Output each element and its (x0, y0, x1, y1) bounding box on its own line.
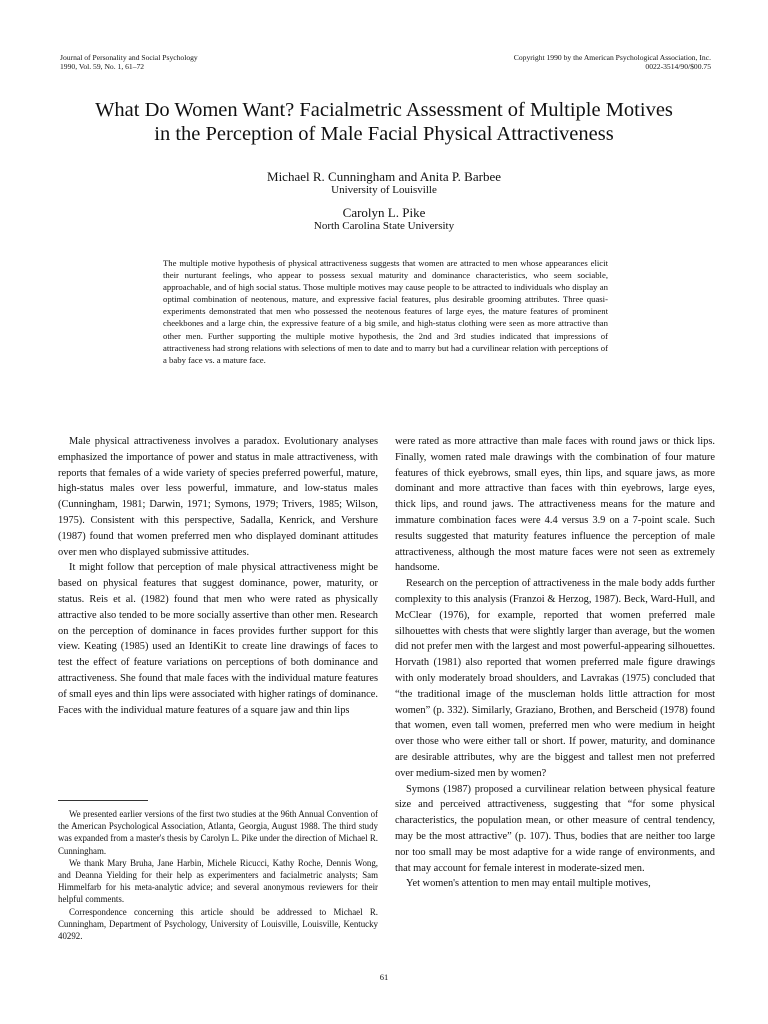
author-names-2: Carolyn L. Pike (342, 205, 426, 220)
title-line-1: What Do Women Want? Facialmetric Assessment of Multiple Motives (95, 99, 673, 121)
issn-code: 0022-3514/90/$00.75 (645, 62, 711, 71)
body-paragraph: Male physical attractiveness involves a paradox. Evolutionary analyses emphasized the importance of power and status in male attractiveness, with reports that females of a wide variety of species preferred powerful, mature, high-status males over less powerful, immature, and low-status males (Cunningham, 1981; Darwin, 1971; Symons, 1979; Trivers, 1985; Wilson, 1975). Consistent with this perspective, Sadalla, Kenrick, and Vershure (1987) found that women preferred men who displayed dominant attitudes over men who displayed submissive attitudes. (58, 436, 378, 558)
journal-volume: 1990, Vol. 59, No. 1, 61–72 (60, 62, 145, 71)
body-paragraph: Yet women's attention to men may entail multiple motives, (406, 878, 651, 890)
left-column (58, 434, 378, 718)
abstract: The multiple motive hypothesis of physical attractiveness suggests that women are attracted to men whose appearances elicit their nurturant feelings, who appear to possess sexual maturity and dominance characteristics, who seem sociable, approachable, and of high social status. Those multiple motives may cause people to be attracted to individuals who display an optimal combination of neotenous, mature, and expressive facial features, plus desirable grooming attributes. Three quasi-experiments demonstrated that men who possessed the neotenous features of large eyes, the mature features of prominent cheekbones and a large chin, the expressive feature of a big smile, and high-status clothing were seen as more attractive than other men. Further supporting the multiple motive hypothesis, the 2nd and 3rd studies indicated that impressions of attractiveness had strong relations with selections of men to date and to marry but had a curvilinear relation with perceptions of a baby face vs. a mature face. (163, 258, 608, 365)
footnote-divider (58, 800, 148, 801)
affiliation-2: North Carolina State University (313, 220, 455, 232)
author-names-1: Michael R. Cunningham and Anita P. Barbee (267, 169, 501, 184)
copyright-notice (514, 53, 711, 71)
body-paragraph: were rated as more attractive than male faces with round jaws or thick lips. Finally, women rated male drawings with the combination of four mature features of thick eyebrows, small eyes, thin lips, and square jaws, as more dominant and more attractive than faces with thin eyebrows, large eyes, thick lips, and round jaws. The attractiveness means for the mature and immature combination faces were 4.4 versus 3.9 on a 7-point scale. Such results suggested that maturity features influence the perception of male attractiveness, although the most mature faces were not seen as extremely handsome. (395, 436, 715, 574)
footnote: We thank Mary Bruha, Jane Harbin, Michele Ricucci, Kathy Roche, Dennis Wong, and Deanna Yielding for their help as experimenters and facialmetric analysts; Sam Himmelfarb for his meta-analytic advice; and several anonymous reviewers for their helpful comments. (58, 857, 378, 905)
page-number: 61 (379, 972, 389, 982)
right-column (395, 434, 715, 892)
title-line-2: in the Perception of Male Facial Physical Attractiveness (154, 123, 614, 145)
copyright-text: Copyright 1990 by the American Psychological Association, Inc. (513, 53, 711, 62)
body-paragraph: Symons (1987) proposed a curvilinear relation between physical feature size and perceived attractiveness, suggesting that “for some physical characteristics, the population mean, or other measure of central tendency, may be the most attractive” (p. 107). Thus, bodies that are neither too large nor too small may be most adaptive for a wide range of environments, and that may account for female interest in moderate-sized men. (395, 783, 715, 874)
affiliation-1: University of Louisville (331, 184, 437, 196)
footnote: Correspondence concerning this article should be addressed to Michael R. Cunningham, Department of Psychology, University of Louisville, Louisville, Kentucky 40292. (58, 906, 378, 942)
journal-name: Journal of Personality and Social Psychology (60, 53, 198, 62)
body-paragraph: It might follow that perception of male physical attractiveness might be based on physical features that suggest dominance, power, maturity, or status. Reis et al. (1982) found that men who were rated as physically attractive also tended to be more socially assertive than other men. Research on the perception of dominance in faces provides further support for this view. Keating (1985) used an IdentiKit to create line drawings of faces to test the effect of feature variations on perceptions of both dominance and attractiveness. She found that male faces with the individual mature features of small eyes and thin lips were associated with higher ratings of dominance. Faces with the individual mature features of a square jaw and thin lips (58, 562, 379, 716)
footnote: We presented earlier versions of the first two studies at the 96th Annual Convention of the American Psychological Association, Atlanta, Georgia, August 1988. The third study was expanded from a master's thesis by Carolyn L. Pike under the direction of Michael R. Cunningham. (58, 809, 378, 856)
article-title (40, 98, 728, 146)
footnotes (58, 808, 378, 942)
journal-citation (60, 53, 198, 71)
body-paragraph: Research on the perception of attractiveness in the male body adds further complexity to this analysis (Franzoi & Herzog, 1987). Beck, Ward-Hull, and McClear (1976), for example, reported that women preferred male silhouettes with chests that were slightly larger than average, but the women did not prefer men with the largest and most powerful-appearing silhouettes. Horvath (1981) also reported that women preferred male figure drawings with only moderately broad shoulders, and Lavrakas (1975) concluded that “the traditional image of the muscleman holds little attraction for most women” (p. 332). Similarly, Graziano, Brothen, and Berscheid (1978) found that women, even tall women, preferred men who were medium in height over those who were either tall or short. If power, maturity, and dominance are desirable attributes, why are the biggest and tallest men not preferred over medium-sized men by women? (395, 578, 715, 779)
